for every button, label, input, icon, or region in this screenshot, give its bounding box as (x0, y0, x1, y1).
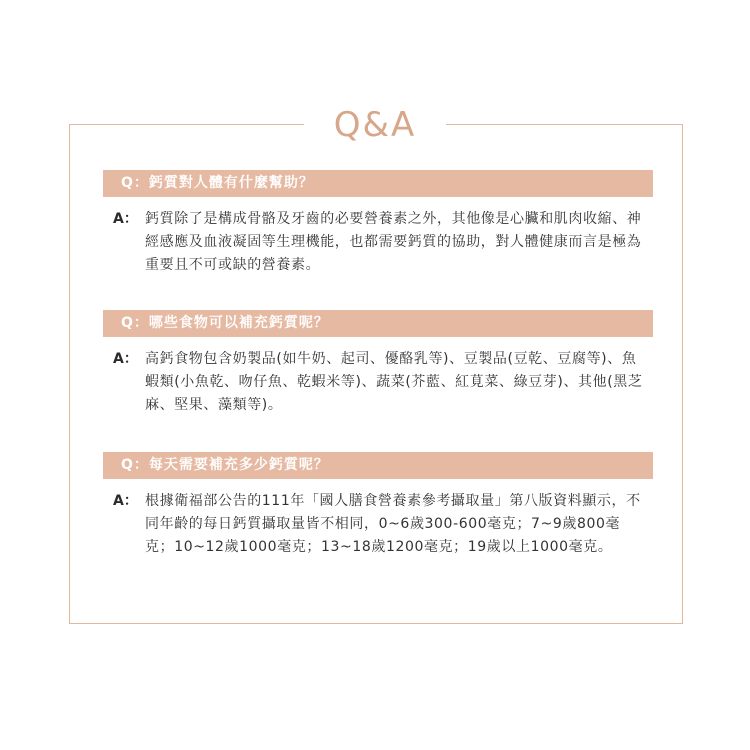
qa-item (103, 452, 653, 559)
answer-label: A： (113, 351, 138, 367)
qa-item (103, 170, 653, 277)
title-wrap (304, 104, 446, 146)
answer (103, 208, 653, 277)
question-bar: Q：每天需要補充多少鈣質呢？ (103, 452, 653, 479)
answer-label: A： (113, 493, 138, 509)
page-title: Q&A (333, 105, 417, 145)
answer-text: 鈣質除了是構成骨骼及牙齒的必要營養素之外，其他像是心臟和肌肉收縮、神經感應及血液凝固等生理機能，也都需要鈣質的協助，對人體健康而言是極為重要且不可或缺的營養素。 (145, 211, 642, 273)
question-bar: Q：鈣質對人體有什麼幫助？ (103, 170, 653, 197)
answer-text: 根據衛福部公告的111年「國人膳食營養素參考攝取量」第八版資料顯示，不同年齡的每日鈣質攝取量皆不相同，0~6歲300-600毫克；7~9歲800毫克；10~12歲1000毫克；13~18歲1200毫克；19歲以上1000毫克。 (145, 493, 641, 555)
answer (103, 348, 653, 417)
answer-label: A： (113, 211, 138, 227)
qa-item (103, 310, 653, 417)
answer (103, 490, 653, 559)
answer-text: 高鈣食物包含奶製品(如牛奶、起司、優酪乳等)、豆製品(豆乾、豆腐等)、魚蝦類(小魚乾、吻仔魚、乾蝦米等)、蔬菜(芥藍、紅莧菜、綠豆芽)、其他(黑芝麻、堅果、藻類等)。 (145, 351, 643, 413)
question-bar: Q：哪些食物可以補充鈣質呢？ (103, 310, 653, 337)
